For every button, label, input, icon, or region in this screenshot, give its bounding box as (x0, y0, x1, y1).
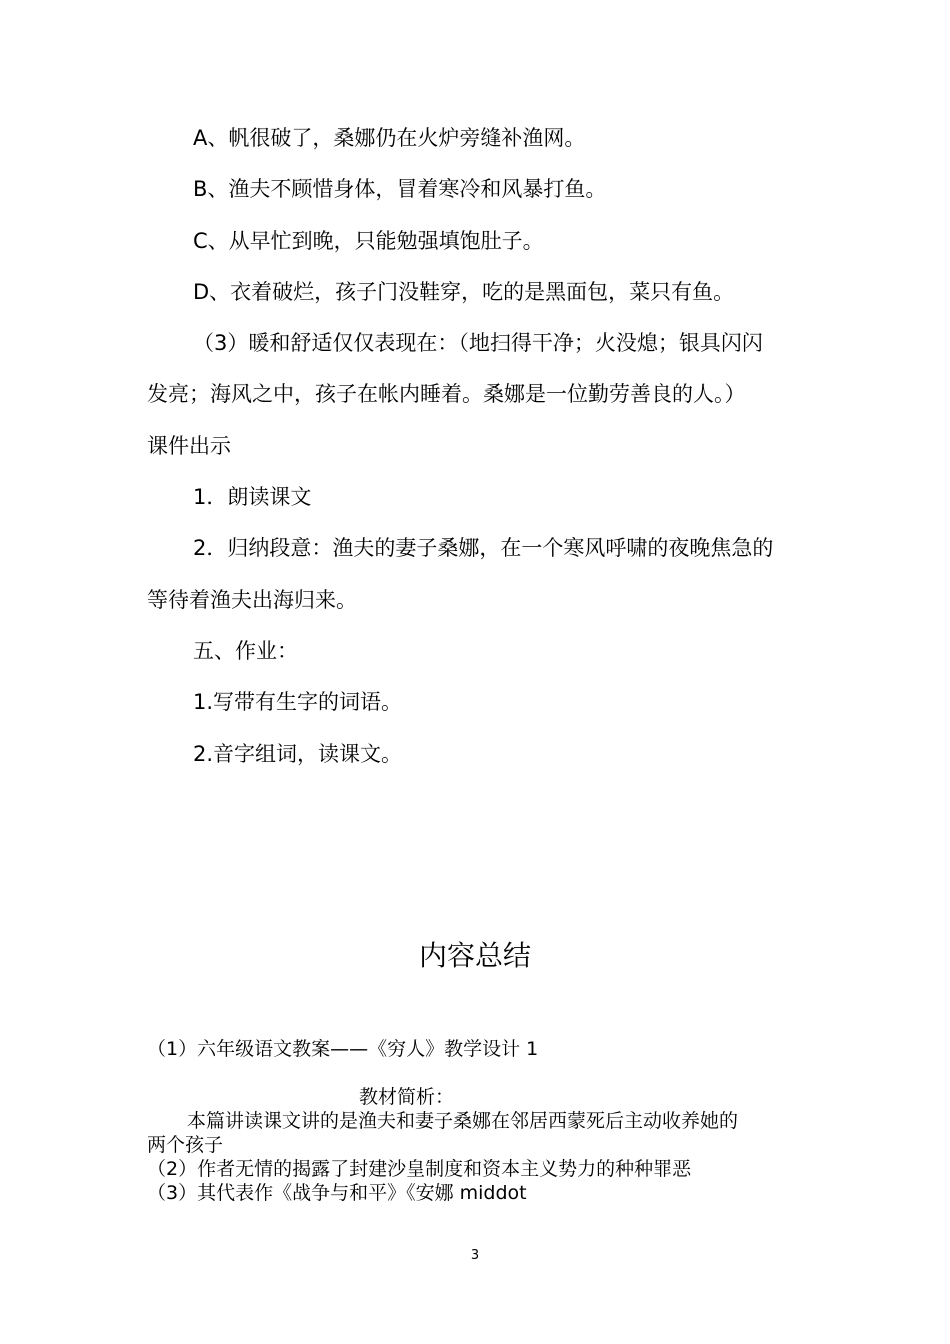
question-3-line-2: 发亮；海风之中，孩子在帐内睡着。桑娜是一位勤劳善良的人。） (147, 382, 746, 406)
step-2-line-2: 等待着渔夫出海归来。 (147, 588, 357, 612)
question-3-line-1: （3）暖和舒适仅仅表现在：（地扫得干净；火没熄；银具闪闪 (193, 331, 763, 355)
summary-item-3: （3）其代表作《战争与和平》《安娜 middot (147, 1182, 527, 1204)
summary-subtitle: 教材简析： (359, 1086, 455, 1108)
courseware-label: 课件出示 (147, 434, 231, 458)
summary-text-line-1: 本篇讲读课文讲的是渔夫和妻子桑娜在邻居西蒙死后主动收养她的 (187, 1110, 739, 1132)
step-1: 1．朗读课文 (193, 485, 312, 509)
summary-item-2: （2）作者无情的揭露了封建沙皇制度和资本主义势力的种种罪恶 (147, 1158, 692, 1180)
homework-item-1: 1.写带有生字的词语。 (193, 690, 403, 714)
option-a: A、帆很破了，桑娜仍在火炉旁缝补渔网。 (193, 126, 586, 150)
summary-title: 内容总结 (418, 939, 531, 972)
summary-text-line-2: 两个孩子 (147, 1134, 224, 1156)
homework-title: 五、作业： (193, 639, 298, 663)
step-2-line-1: 2．归纳段意：渔夫的妻子桑娜，在一个寒风呼啸的夜晚焦急的 (193, 536, 774, 560)
option-c: C、从早忙到晚，只能勉强填饱肚子。 (193, 229, 544, 253)
homework-item-2: 2.音字组词，读课文。 (193, 742, 403, 766)
option-b: B、渔夫不顾惜身体，冒着寒冷和风暴打鱼。 (193, 177, 607, 201)
option-d: D、衣着破烂，孩子门没鞋穿，吃的是黑面包，菜只有鱼。 (193, 280, 735, 304)
page-number: 3 (470, 1248, 480, 1263)
summary-item-1: （1）六年级语文教案——《穷人》教学设计 1 (147, 1038, 539, 1060)
